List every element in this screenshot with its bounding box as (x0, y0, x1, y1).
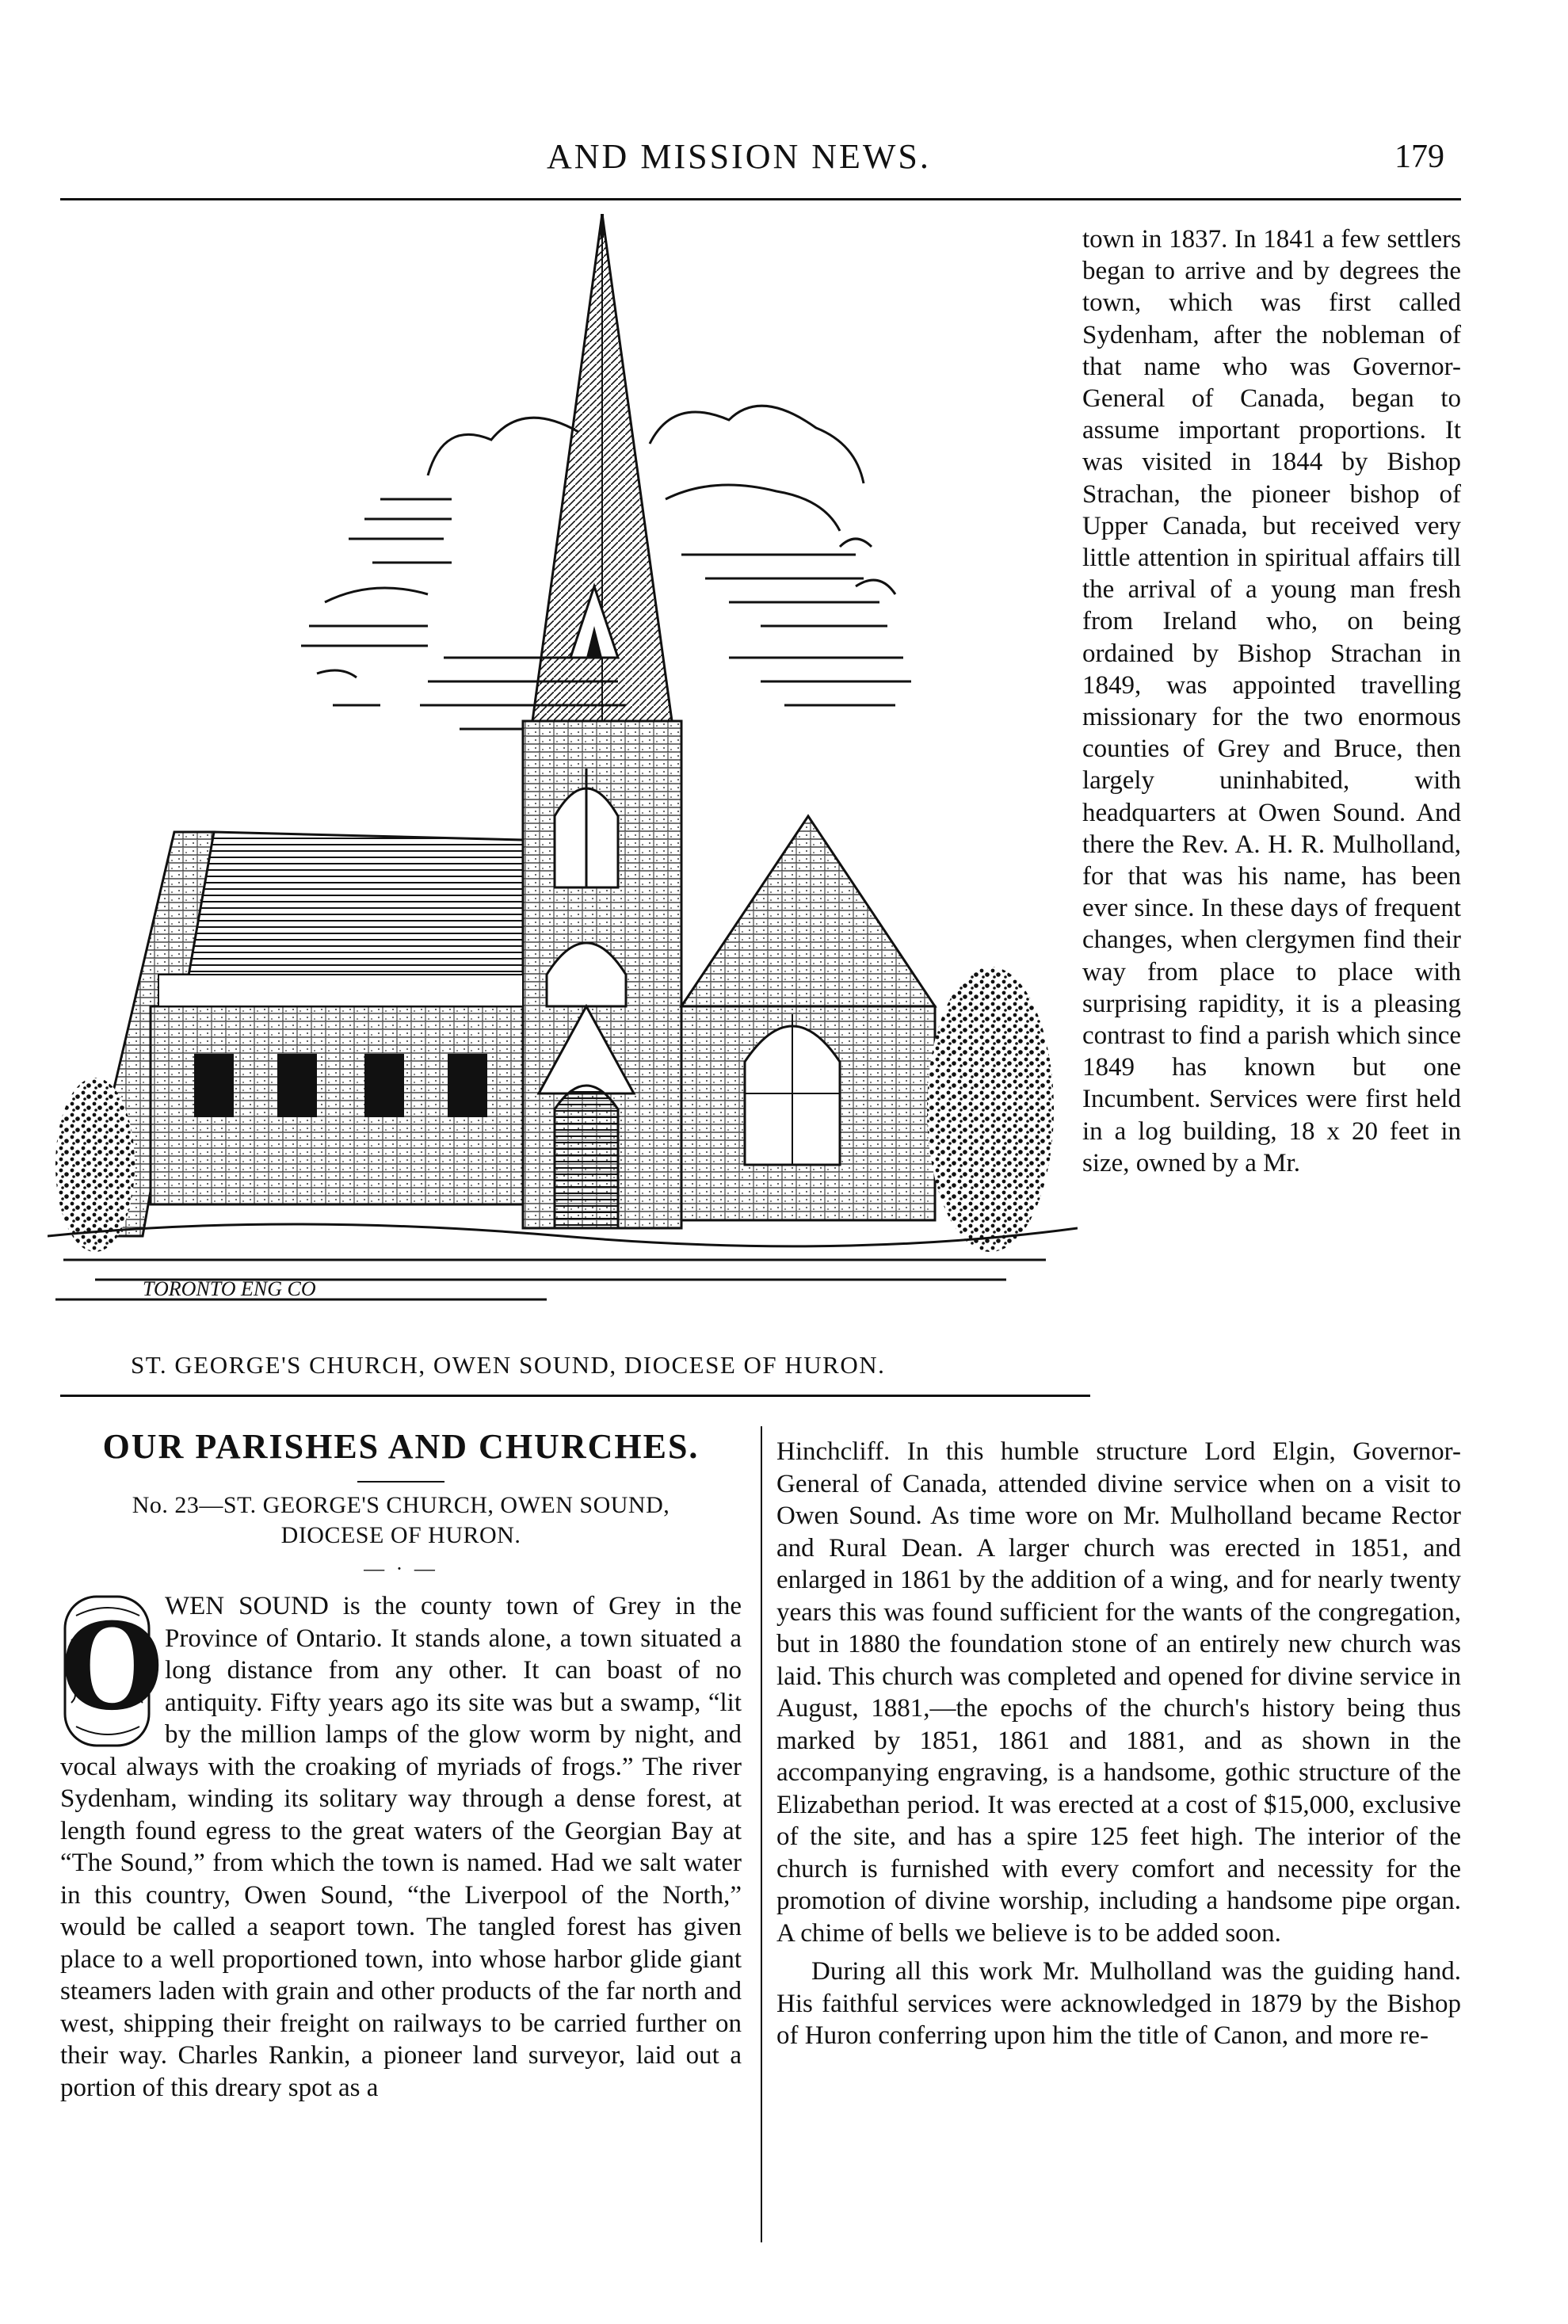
nave (79, 832, 523, 1236)
article-right-paragraph-2: During all this work Mr. Mulholland was the guiding hand. His faithful services were acknowledged in 1879 by the Bishop of Huron conferring upon him the title of Canon, and more re- (776, 1957, 1461, 2050)
engraver-mark: TORONTO ENG CO (143, 1277, 316, 1300)
article-left-column (60, 1426, 742, 2104)
figure-caption: ST. GEORGE'S CHURCH, OWEN SOUND, DIOCESE OF HURON. (131, 1351, 886, 1379)
article-left-paragraph: WEN SOUND is the county town of Grey in the Province of Ontario. It stands alone, a town situated a long distance from any other. It can boast of no antiquity. Fifty years ago its site was but a swamp, “lit by the million lamps of the glow worm by night, and vocal always with the croaking of myriads of frogs.” The river Sydenham, winding its solitary way through a dense forest, at length found egress to the great waters of the Georgian Bay at “The Sound,” from which the town is named. Had we salt water in this country, Owen Sound, “the Liverpool of the North,” would be called a seaport town. The tangled forest has given place to a well proportioned town, into whose harbor glide giant steamers laden with grain and other products of the far north and west, shipping their freight on railways to be carried further on their way. Charles Rankin, a pioneer land surveyor, laid out a portion of this dreary spot as a (60, 1592, 742, 2102)
article-subhead-line2: DIOCESE OF HURON. (280, 1522, 521, 1548)
article-right-column (776, 1436, 1461, 2052)
header-rule (60, 198, 1461, 200)
drop-cap-letter: O (60, 1597, 164, 1737)
article-subhead-line1: No. 23—ST. GEORGE'S CHURCH, OWEN SOUND, (132, 1492, 670, 1518)
article-right-paragraph-1: Hinchcliff. In this humble structure Lord Elgin, Governor-General of Canada, attended divine service when on a visit to Owen Sound. As time wore on Mr. Mulholland became Rector and Rural Dean. A larger church was erected in 1851, and enlarged in 1861 by the addition of a wing, and for nearly twenty years this was found sufficient for the wants of the congregation, but in 1880 the foundation stone of an entirely new church was laid. This church was completed and opened for divine service in August, 1881,—the epochs of the church's history being thus marked by 1851, 1861 and 1881, and as shown in the accompanying engraving, is a handsome, gothic structure of the Elizabethan period. It was erected at a cost of $15,000, exclusive of the site, and has a spire 125 feet high. The interior of the church is furnished with every comfort and necessity for the promotion of divine worship, including a handsome pipe organ. A chime of bells we believe is to be added soon. (776, 1437, 1461, 1948)
church-engraving (48, 214, 1078, 1331)
spire (532, 214, 672, 721)
running-title: AND MISSION NEWS. (547, 137, 931, 176)
church-engraving-svg (48, 214, 1078, 1331)
drop-cap (60, 1592, 164, 1750)
section-title: OUR PARISHES AND CHURCHES. (102, 1427, 700, 1466)
right-top-paragraph: town in 1837. In 1841 a few settlers began to arrive and by degrees the town, which was first called Sydenham, after the nobleman of that name who was Governor-General of Canada, began to assume important proportions. It was visited in 1844 by Bishop Strachan, the pioneer bishop of Upper Canada, but received very little attention in spiritual affairs till the arrival of a young man fresh from Ireland who, on being ordained by Bishop Strachan in 1849, was appointed travelling missionary for the two enormous counties of Grey and Bruce, then largely uninhabited, with headquarters at Owen Sound. And there the Rev. A. H. R. Mulholland, for that was his name, has been ever since. In these days of frequent changes, when clergymen find their way from place to place with surprising rapidity, it is a pleasing contrast to find a parish which since 1849 has known but one Incumbent. Services were first held in a log building, 18 x 20 feet in size, owned by a Mr. (1082, 225, 1461, 1177)
right-top-column (1082, 223, 1461, 1179)
opening-paragraph (60, 1590, 742, 2104)
ornament-rule: — · — (364, 1557, 438, 1580)
page-number: 179 (1394, 139, 1444, 175)
paragraph-gap (776, 1949, 1461, 1956)
tower (523, 721, 681, 1228)
column-divider (761, 1426, 762, 2242)
running-header (0, 136, 1568, 184)
caption-rule (60, 1395, 1090, 1397)
transept (681, 816, 935, 1220)
title-rule (357, 1481, 444, 1483)
